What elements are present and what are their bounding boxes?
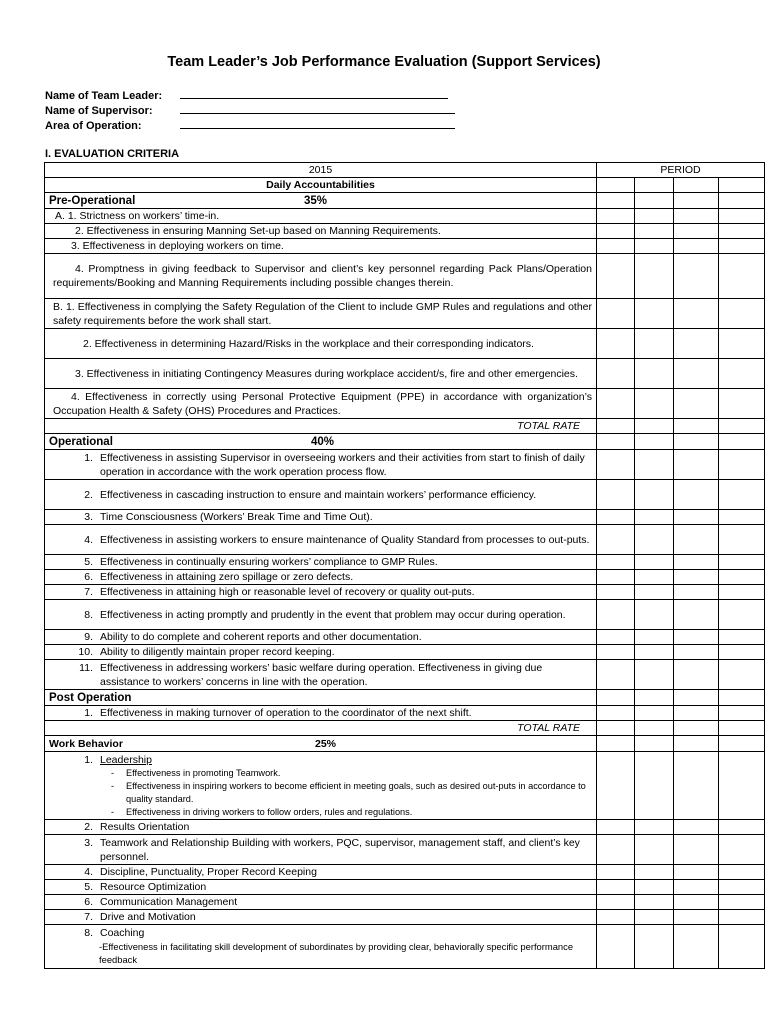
- leadership-sub-2: - Effectiveness in inspiring workers to become efficient in meeting goals, such as desired out-puts in accordance to quality standard.: [110, 781, 586, 804]
- table-row: [45, 660, 765, 690]
- post-op-total-rate: TOTAL RATE: [45, 721, 597, 736]
- table-row: [45, 224, 765, 239]
- pre-op-total-row: [45, 419, 765, 434]
- coaching-description: -Effectiveness in facilitating skill development of subordinates by providing clear, behaviorally specific performance feedback: [99, 941, 574, 965]
- post-op-item-1: 1. Effectiveness in making turnover of operation to the coordinator of the next shift.: [84, 707, 472, 719]
- table-row: [45, 359, 765, 389]
- op-item-4: 4. Effectiveness in assisting workers to ensure maintenance of Quality Standard from processes to out-puts.: [84, 533, 590, 546]
- team-leader-line[interactable]: [180, 89, 448, 99]
- team-leader-label: Name of Team Leader:: [45, 90, 163, 102]
- area-of-operation-line[interactable]: [180, 119, 455, 129]
- table-row: [45, 555, 765, 570]
- work-behavior-pct: 25%: [315, 737, 337, 750]
- table-row: [45, 329, 765, 359]
- pre-op-item-b1: B. 1. Effectiveness in complying the Safety Regulation of the Client to include GMP Rules and regulations and other safety requirements before the work shall start.: [45, 299, 597, 329]
- op-item-10: 10. Ability to diligently maintain proper record keeping.: [78, 646, 335, 658]
- leadership-heading: Leadership: [100, 754, 152, 766]
- operational-title: Operational: [49, 435, 113, 448]
- table-row: [45, 835, 765, 865]
- table-row: [45, 820, 765, 835]
- supervisor-label: Name of Supervisor:: [45, 105, 153, 117]
- table-row: [45, 752, 765, 820]
- table-row: [45, 239, 765, 254]
- table-row: [45, 865, 765, 880]
- post-op-total-row: [45, 721, 765, 736]
- pre-operational-header-row: [45, 193, 765, 209]
- wb-item-3: 3. Teamwork and Relationship Building with workers, PQC, supervisor, management staff, and client’s key personnel.: [84, 836, 580, 863]
- wb-item-leadership: 1. Leadership: [84, 754, 152, 766]
- table-row: [45, 585, 765, 600]
- table-row: [45, 299, 765, 329]
- table-row: [45, 389, 765, 419]
- work-behavior-title: Work Behavior: [49, 737, 123, 750]
- op-item-7: 7. Effectiveness in attaining high or reasonable level of recovery or quality out-puts.: [84, 586, 475, 598]
- pre-operational-title: Pre-Operational: [49, 194, 136, 207]
- table-row: [45, 525, 765, 555]
- supervisor-field: [45, 104, 455, 117]
- table-row: [45, 209, 765, 224]
- evaluation-table: [44, 162, 765, 969]
- pre-op-item-b4: 4. Effectiveness in correctly using Personal Protective Equipment (PPE) in accordance with organization’s Occupation Health & Safety (OHS) Procedures and Practices.: [45, 389, 597, 419]
- document-title: Team Leader’s Job Performance Evaluation (Support Services): [167, 54, 601, 70]
- pre-op-item-a2: 2. Effectiveness in ensuring Manning Set-up based on Manning Requirements.: [45, 224, 597, 239]
- pre-op-item-a1: A. 1. Strictness on workers’ time-in.: [45, 209, 597, 224]
- wb-item-6: 6. Communication Management: [84, 896, 238, 908]
- area-of-operation-label: Area of Operation:: [45, 120, 142, 132]
- pre-op-item-b3: 3. Effectiveness in initiating Contingency Measures during workplace accident/s, fire and other emergencies.: [45, 359, 597, 389]
- op-item-3: 3. Time Consciousness (Workers’ Break Time and Time Out).: [84, 511, 373, 523]
- pre-operational-pct: 35%: [304, 194, 328, 207]
- wb-item-5: 5. Resource Optimization: [84, 881, 207, 893]
- leadership-sub-1: - Effectiveness in promoting Teamwork.: [110, 768, 281, 778]
- wb-item-coaching: 8. Coaching: [84, 927, 145, 939]
- table-row: [45, 910, 765, 925]
- table-row: [45, 480, 765, 510]
- team-leader-field: [45, 89, 448, 102]
- wb-item-7: 7. Drive and Motivation: [84, 911, 196, 923]
- pre-op-item-a4: 4. Promptness in giving feedback to Supervisor and client’s key personnel regarding Pack Plans/Operation requirements/Booking and Manning Requirements including possible changes therein.: [45, 254, 597, 299]
- operational-pct: 40%: [311, 435, 335, 448]
- op-item-6: 6. Effectiveness in attaining zero spillage or zero defects.: [84, 571, 354, 583]
- daily-accountabilities-row: [45, 178, 765, 193]
- table-row: [45, 925, 765, 969]
- year-header: 2015: [45, 163, 597, 178]
- op-item-8: 8. Effectiveness in acting promptly and prudently in the event that problem may occur during operation.: [84, 608, 566, 621]
- table-row: [45, 510, 765, 525]
- leadership-sub-3: - Effectiveness in driving workers to follow orders, rules and regulations.: [110, 807, 413, 817]
- pre-op-total-rate: TOTAL RATE: [45, 419, 597, 434]
- post-operation-title: Post Operation: [45, 690, 597, 706]
- area-of-operation-field: [45, 119, 455, 132]
- op-item-5: 5. Effectiveness in continually ensuring workers’ compliance to GMP Rules.: [84, 556, 438, 568]
- table-row: [45, 645, 765, 660]
- operational-header-row: [45, 434, 765, 450]
- supervisor-line[interactable]: [180, 104, 455, 114]
- period-header: PERIOD: [597, 163, 765, 178]
- table-row: [45, 600, 765, 630]
- op-item-1: 1. Effectiveness in assisting Supervisor in overseeing workers and their activities from start to finish of daily operation in accordance with the work operation process flow.: [84, 451, 585, 478]
- wb-item-4: 4. Discipline, Punctuality, Proper Record Keeping: [84, 866, 317, 878]
- table-row: [45, 895, 765, 910]
- post-operation-header-row: [45, 690, 765, 706]
- table-row: [45, 254, 765, 299]
- section-title: I. EVALUATION CRITERIA: [45, 148, 180, 160]
- table-row: [45, 450, 765, 480]
- op-item-11: 11. Effectiveness in addressing workers’ basic welfare during operation. Effectiveness in giving due assistance to workers’ concerns in line with the operation.: [79, 661, 543, 688]
- table-row: [45, 570, 765, 585]
- table-row: [45, 880, 765, 895]
- pre-op-item-b2: 2. Effectiveness in determining Hazard/Risks in the workplace and their corresponding indicators.: [45, 329, 597, 359]
- op-item-9: 9. Ability to do complete and coherent reports and other documentation.: [84, 631, 422, 643]
- work-behavior-header-row: [45, 736, 765, 752]
- table-row: [45, 706, 765, 721]
- table-row: [45, 630, 765, 645]
- wb-item-2: 2. Results Orientation: [84, 821, 190, 833]
- daily-accountabilities: Daily Accountabilities: [45, 178, 597, 193]
- pre-op-item-a3: 3. Effectiveness in deploying workers on time.: [45, 239, 597, 254]
- table-header-row: [45, 163, 765, 178]
- op-item-2: 2. Effectiveness in cascading instruction to ensure and maintain workers’ performance efficiency.: [84, 488, 537, 501]
